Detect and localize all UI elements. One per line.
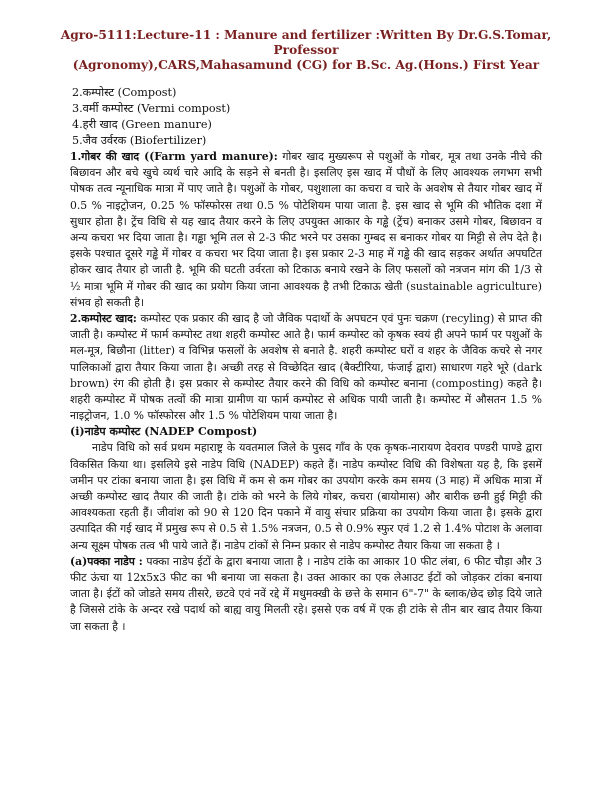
pakka-nadep-heading: (a)पक्का नाडेप :: [70, 554, 143, 568]
header-line-1: Agro-5111:Lecture-11 : Manure and fertilizer :Written By Dr.G.S.Tomar, Professor: [60, 28, 552, 57]
list-item: 5.जैव उर्वरक (Biofertilizer): [72, 134, 207, 147]
compost-heading: 2.कम्पोस्ट खाद:: [70, 312, 137, 326]
document-header: [60, 28, 552, 73]
list-item: 2.कम्पोस्ट (Compost): [72, 86, 177, 99]
compost-text: कम्पोस्ट एक प्रकार की खाद है जो जैविक पदार्थो के अपघटन एवं पुनः चक्रण (recyling) से प्राप्त की जाती है। कम्पोस्ट में फार्म कम्पोस्ट तथा शहरी कम्पोस्ट आते है। फार्म कम्पोस्ट को कृषक स्वयं ही अपने फार्म पर पशुओं के मल-मूत्र, बिछौना (litter) व विभिन्न फसलों के अवशेष से बनाते है. शहरी कम्पोस्ट घरों व शहर के जैविक कचरे से नगर पालिकाओं द्वारा तैयार किया जाता है। अच्छी तरह से विच्छेदित खाद (बैक्टीरिया, फंजाई द्वारा) साधारण गहरे भूरे (dark brown) रंग की होती है। इस प्रकार से कम्पोस्ट तैयार करने की विधि को कम्पोस्ट बनाना (composting) कहते है। शहरी कम्पोस्ट में पोषक तत्वों की मात्रा ग्रामीण या फार्म कम्पोस्ट से अधिक पायी जाती है। कम्पोस्ट में औसतन 1.5 % नाइट्रोजन, 1.0 % फॉस्फोरस और 1.5 % पोटेशियम पाया जाता है।: [70, 312, 542, 423]
fym-heading: 1.गोबर की खाद ((Farm yard manure):: [70, 150, 278, 163]
list-item: 4.हरी खाद (Green manure): [72, 118, 212, 131]
compost-paragraph: [70, 311, 542, 424]
header-line-2: (Agronomy),CARS,Mahasamund (CG) for B.Sc. Ag.(Hons.) First Year: [72, 58, 540, 72]
fym-paragraph: [70, 149, 542, 311]
pakka-nadep-text: पक्का नाडेप ईटों के द्वारा बनाया जाता है । नाडेप टांके का आकार 10 फीट लंबा, 6 फीट चौड़ा और 3 फीट ऊंचा या 12x5x3 फीट का भी बनाया जा सकता है। उक्त आकार का एक लेआउट ईटों को जोड़कर टांका बनाया जाता है। ईटों को जोडते समय तीसरे, छटवे एवं नवें रद्दे में मधुमक्खी के छत्ते के समान 6"-7" के ब्लाक/छेद छोड़ दिये जाते है जिससे टांके के अन्दर रखे पदार्थ को बाह्य वायु मिलती रहे। इससे एक वर्ष में एक ही टांके से तीन बार खाद तैयार किया जा सकता है ।: [70, 554, 542, 633]
nadep-paragraph: नाडेप विधि को सर्व प्रथम महाराष्ट्र के यवतमाल जिले के पुसद गाँव के एक कृषक-नारायण देवराव पण्डरी पाण्डे द्वारा विकसित किया था। इसलिये इसे नाडेप विधि (NADEP) कहते हैं। नाडेप कम्पोस्ट विधि की विशेषता यह है, कि इसमें जमीन पर टांका बनाया जाता है। इस विधि में कम से कम गोबर का उपयोग करके कम समय (3 माह) में अधिक मात्रा में अच्छी कम्पोस्ट खाद तैयार की जाती है। टांके को भरने के लिये गोबर, कचरा (बायोमास) और बारीक छनी हुई मिट्टी की आवश्यकता रहती हैं। जीवांश को 90 से 120 दिन पकाने में वायु संचार प्रक्रिया का उपयोग किया जाता है। इसके द्वारा उत्पादित की गई खाद में प्रमुख रूप से 0.5 से 1.5% नत्रजन, 0.5 से 0.9% स्फुर एवं 1.2 से 1.4% पोटाश के अलावा अन्य सूक्ष्म पोषक तत्व भी पाये जाते हैं। नाडेप टांकों से निम्न प्रकार से नाडेप कम्पोस्ट तैयार किया जा सकता है ।: [70, 441, 542, 552]
nadep-heading: (i)नाडेप कम्पोस्ट (NADEP Compost): [70, 425, 258, 439]
manure-type-list: [72, 85, 542, 149]
fym-text: गोबर खाद मुख्यरूप से पशुओं के गोबर, मूत्र तथा उनके नीचे की बिछावन और बचे खुचे व्यर्थ चारे आदि के सड़ने से बनती है। इसलिए इस खाद में पौधों के लिए आवश्यक लगभग सभी पोषक तत्व न्यूनाधिक मात्रा में पाए जाते है। पशुओं के गोबर, पशुशाला का कचरा व चारे के अवशेष से तैयार गोबर खाद में 0.5 % नाइट्रोजन, 0.25 % फॉस्फोरस तथा 0.5 % पोटेशियम पाया जाता है. इस खाद से भूमि की भौतिक दशा में सुधार होता है। ट्रेंच विधि से यह खाद तैयार करने के लिए उपयुक्त आकार के गड्ढे (ट्रेंच) बनाकर उसमे गोबर, बिछावन व अन्य कचरा भर दिया जाता है। गड्ढा भूमि तल से 2-3 फीट भरने पर उसका गुम्बद स बनाकर गोबर या मिट्टी से लेप देते है। इसके पश्चात दूसरे गड्ढे में गोबर व कचरा भर दिया जाता है। इस प्रकार 2-3 माह में गड्ढे की खाद सड़कर अर्थात अपघटित होकर खाद तैयार हो जाती है. भूमि की घटती उर्वरता को टिकाऊ बनाये रखने के लिए फसलों को नत्रजन मांग की 1/3 से ½ मात्रा भूमि में गोबर की खाद का प्रयोग किया जाना आवश्यक है तभी टिकाऊ खेती (sustainable agriculture) संभव हो सकती है।: [70, 150, 542, 309]
pakka-nadep-paragraph: [70, 554, 542, 635]
list-item: 3.वर्मी कम्पोस्ट (Vermi compost): [72, 102, 231, 115]
